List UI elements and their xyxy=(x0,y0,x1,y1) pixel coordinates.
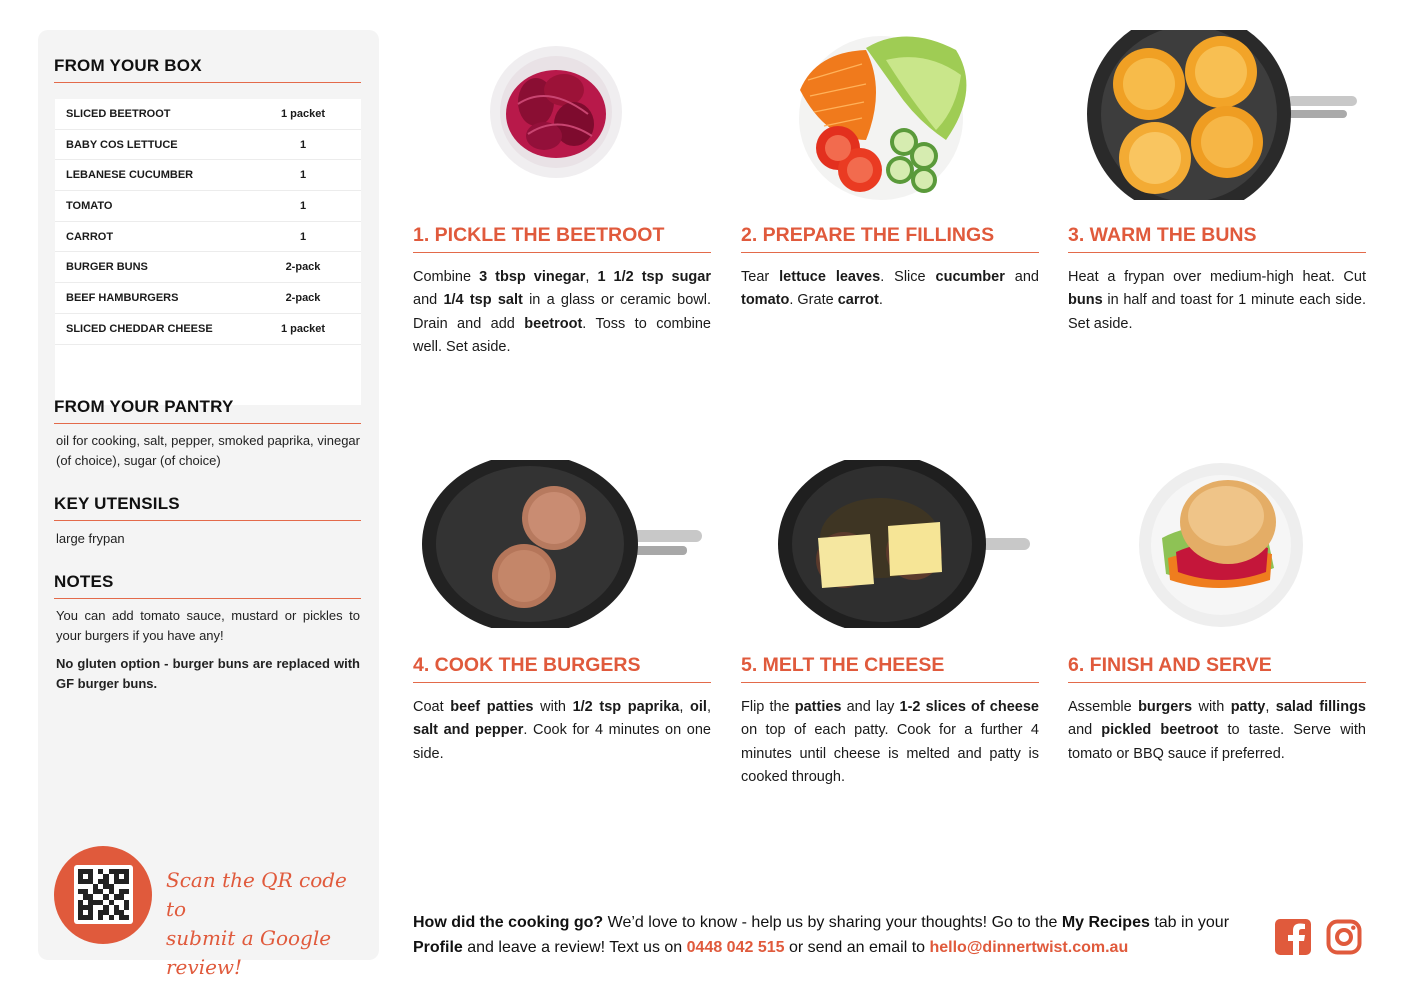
buns-frypan-photo xyxy=(1087,30,1357,205)
notes-heading: NOTES xyxy=(54,572,361,599)
footer-text-1: We’d love to know - help us by sharing your thoughts! Go to the xyxy=(603,914,1062,931)
ingredient-row xyxy=(55,130,361,161)
step-6-title: 6. FINISH AND SERVE xyxy=(1068,654,1366,683)
qr-code-icon[interactable] xyxy=(74,865,133,924)
cheese-patties-photo xyxy=(778,460,1030,633)
burger-plate-photo xyxy=(1138,462,1304,633)
ingredient-name: LEBANESE CUCUMBER xyxy=(66,169,194,182)
ingredient-row xyxy=(55,160,361,191)
step-5-title: 5. MELT THE CHEESE xyxy=(741,654,1039,683)
profile-link[interactable]: Profile xyxy=(413,939,463,956)
beetroot-bowl-photo xyxy=(488,44,624,185)
ingredient-quantity: 1 xyxy=(299,138,307,151)
ingredient-quantity: 2-pack xyxy=(285,291,321,304)
step-3-text: Heat a frypan over medium-high heat. Cut buns in half and toast for 1 minute each side. Set aside. xyxy=(1068,269,1366,332)
qr-caption-line-1: Scan the QR code to xyxy=(166,868,347,921)
review-footer xyxy=(413,910,1263,960)
ingredient-name: BABY COS LETTUCE xyxy=(66,138,178,151)
ingredient-quantity: 1 xyxy=(299,230,307,243)
ingredients-table xyxy=(55,99,361,405)
ingredient-name: BURGER BUNS xyxy=(66,261,148,274)
qr-caption-line-2: submit a Google review! xyxy=(166,926,332,979)
facebook-icon[interactable] xyxy=(1275,919,1311,955)
notes-gluten-text: No gluten option - burger buns are replaced with GF burger buns. xyxy=(56,656,360,691)
ingredient-row xyxy=(55,283,361,314)
ingredient-name: SLICED CHEDDAR CHEESE xyxy=(66,322,213,335)
patties-frypan-photo xyxy=(422,460,702,633)
utensils-text: large frypan xyxy=(56,531,125,546)
key-utensils-heading: KEY UTENSILS xyxy=(54,494,361,521)
ingredient-row xyxy=(55,314,361,345)
ingredient-name: CARROT xyxy=(66,230,114,243)
step-6-text: Assemble burgers with patty, salad fillings and pickled beetroot to taste. Serve with tomato or BBQ sauce if preferred. xyxy=(1068,699,1366,762)
instagram-icon[interactable] xyxy=(1326,919,1362,955)
from-your-box-heading: FROM YOUR BOX xyxy=(54,56,361,83)
ingredient-quantity: 1 xyxy=(299,199,307,212)
ingredient-name: SLICED BEETROOT xyxy=(66,107,171,120)
ingredients-sidebar xyxy=(38,30,379,979)
footer-text-2: tab in your xyxy=(1149,914,1230,931)
footer-question: How did the cooking go? xyxy=(413,914,604,931)
ingredient-row xyxy=(55,252,361,283)
ingredient-row xyxy=(55,222,361,253)
my-recipes-link[interactable]: My Recipes xyxy=(1061,914,1150,931)
ingredient-quantity: 1 packet xyxy=(280,107,326,120)
email-link[interactable]: hello@dinnertwist.com.au xyxy=(929,939,1129,956)
from-your-pantry-heading: FROM YOUR PANTRY xyxy=(54,397,361,424)
step-1-title: 1. PICKLE THE BEETROOT xyxy=(413,224,711,253)
ingredient-quantity: 1 packet xyxy=(280,322,326,335)
ingredient-row xyxy=(55,99,361,130)
step-3-title: 3. WARM THE BUNS xyxy=(1068,224,1366,253)
step-2-title: 2. PREPARE THE FILLINGS xyxy=(741,224,1039,253)
notes-text: You can add tomato sauce, mustard or pickles to your burgers if you have any! xyxy=(56,608,360,643)
qr-code-badge[interactable] xyxy=(54,846,152,944)
footer-text-4: or send an email to xyxy=(784,939,930,956)
ingredient-name: TOMATO xyxy=(66,199,113,212)
pantry-text: oil for cooking, salt, pepper, smoked paprika, vinegar (of choice), sugar (of choice) xyxy=(56,433,360,468)
step-4-text: Coat beef patties with 1/2 tsp paprika, oil, salt and pepper. Cook for 4 minutes on one side. xyxy=(413,699,711,762)
ingredient-quantity: 1 xyxy=(299,169,307,182)
salad-plate-photo xyxy=(796,30,981,205)
qr-caption xyxy=(166,866,366,982)
step-2-text: Tear lettuce leaves. Slice cucumber and tomato. Grate carrot. xyxy=(741,269,1039,309)
step-5-text: Flip the patties and lay 1-2 slices of cheese on top of each patty. Cook for a further 4 minutes until cheese is melted and patty is cooked through. xyxy=(741,699,1039,785)
step-4-title: 4. COOK THE BURGERS xyxy=(413,654,711,683)
ingredient-row xyxy=(55,191,361,222)
ingredient-quantity: 2-pack xyxy=(285,261,321,274)
phone-link[interactable]: 0448 042 515 xyxy=(686,939,785,956)
step-1-text: Combine 3 tbsp vinegar, 1 1/2 tsp sugar and 1/4 tsp salt in a glass or ceramic bowl. Drain and add beetroot. Toss to combine well. Set aside. xyxy=(413,269,711,355)
footer-text-3: and leave a review! Text us on xyxy=(462,939,687,956)
ingredient-name: BEEF HAMBURGERS xyxy=(66,291,179,304)
